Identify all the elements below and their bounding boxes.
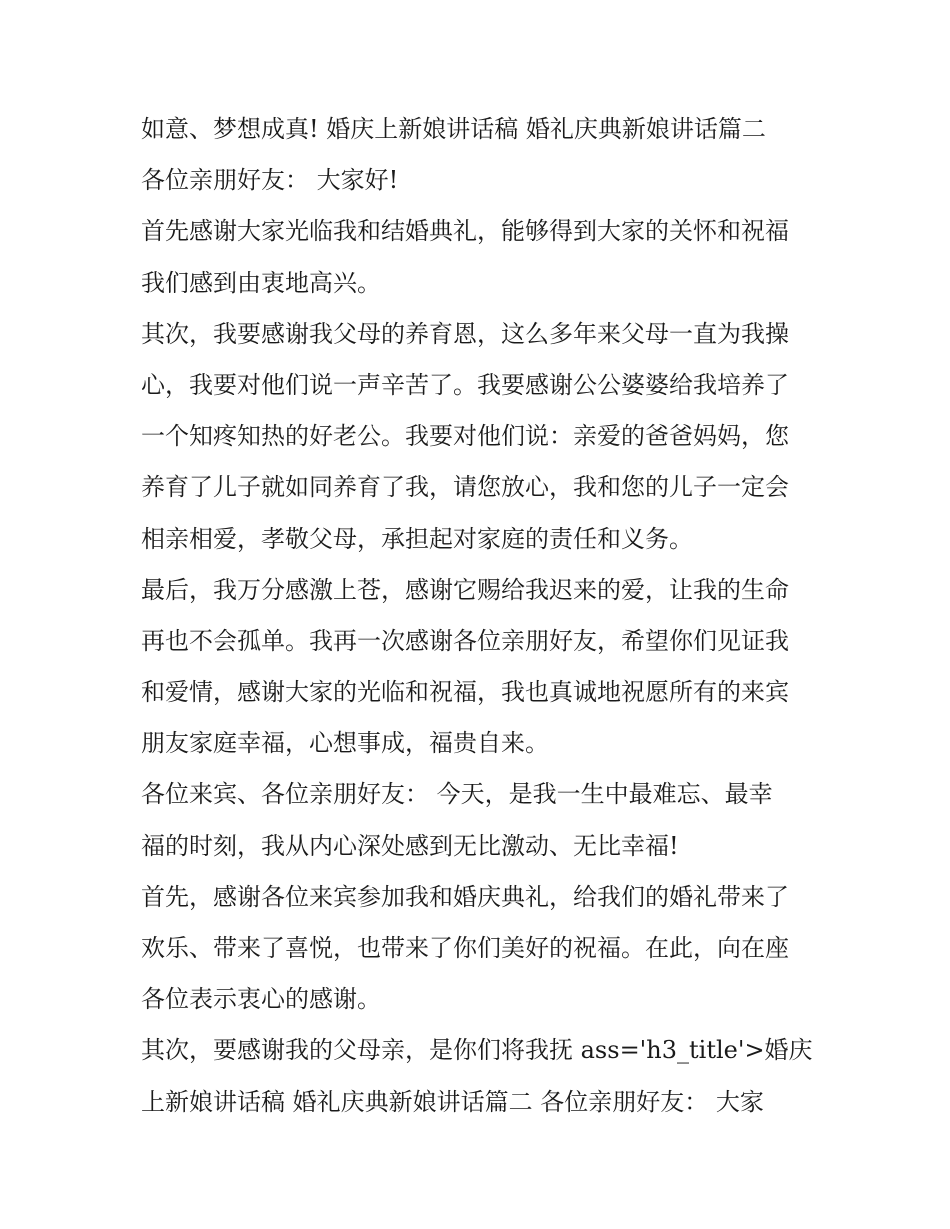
text-line: 福的时刻，我从内心深处感到无比激动、无比幸福! (141, 831, 679, 860)
text-line: 各位亲朋好友： 大家好! (141, 166, 399, 195)
text-line: 再也不会孤单。我再一次感谢各位亲朋好友，希望你们见证我 (141, 626, 789, 655)
text-line: 上新娘讲话稿 婚礼庆典新娘讲话篇二 各位亲朋好友： 大家 (141, 1087, 764, 1116)
speech-text (141, 104, 821, 1128)
text-line: 最后，我万分感激上苍，感谢它赐给我迟来的爱，让我的生命 (141, 575, 789, 604)
text-line: 一个知疼知热的好老公。我要对他们说：亲爱的爸爸妈妈，您 (141, 422, 789, 451)
text-line: 其次，要感谢我的父母亲，是你们将我抚 ass='h3_title'>婚庆 (141, 1036, 813, 1065)
text-line: 各位来宾、各位亲朋好友： 今天，是我一生中最难忘、最幸 (141, 780, 773, 809)
text-line: 和爱情，感谢大家的光临和祝福，我也真诚地祝愿所有的来宾 (141, 678, 789, 707)
text-line: 相亲相爱，孝敬父母，承担起对家庭的责任和义务。 (141, 524, 693, 553)
text-line: 首先，感谢各位来宾参加我和婚庆典礼，给我们的婚礼带来了 (141, 882, 789, 911)
text-line: 我们感到由衷地高兴。 (141, 268, 381, 297)
text-line: 朋友家庭幸福，心想事成，福贵自来。 (141, 729, 549, 758)
text-line: 如意、梦想成真! 婚庆上新娘讲话稿 婚礼庆典新娘讲话篇二 (141, 115, 766, 143)
text-line: 首先感谢大家光临我和结婚典礼，能够得到大家的关怀和祝福 (141, 217, 789, 246)
text-line: 其次，我要感谢我父母的养育恩，这么多年来父母一直为我操 (141, 319, 789, 348)
text-line: 各位表示衷心的感谢。 (141, 985, 381, 1014)
text-line: 养育了儿子就如同养育了我，请您放心，我和您的儿子一定会 (141, 473, 789, 502)
text-line: 心，我要对他们说一声辛苦了。我要感谢公公婆婆给我培养了 (141, 370, 789, 399)
text-line: 欢乐、带来了喜悦，也带来了你们美好的祝福。在此，向在座 (141, 934, 789, 962)
